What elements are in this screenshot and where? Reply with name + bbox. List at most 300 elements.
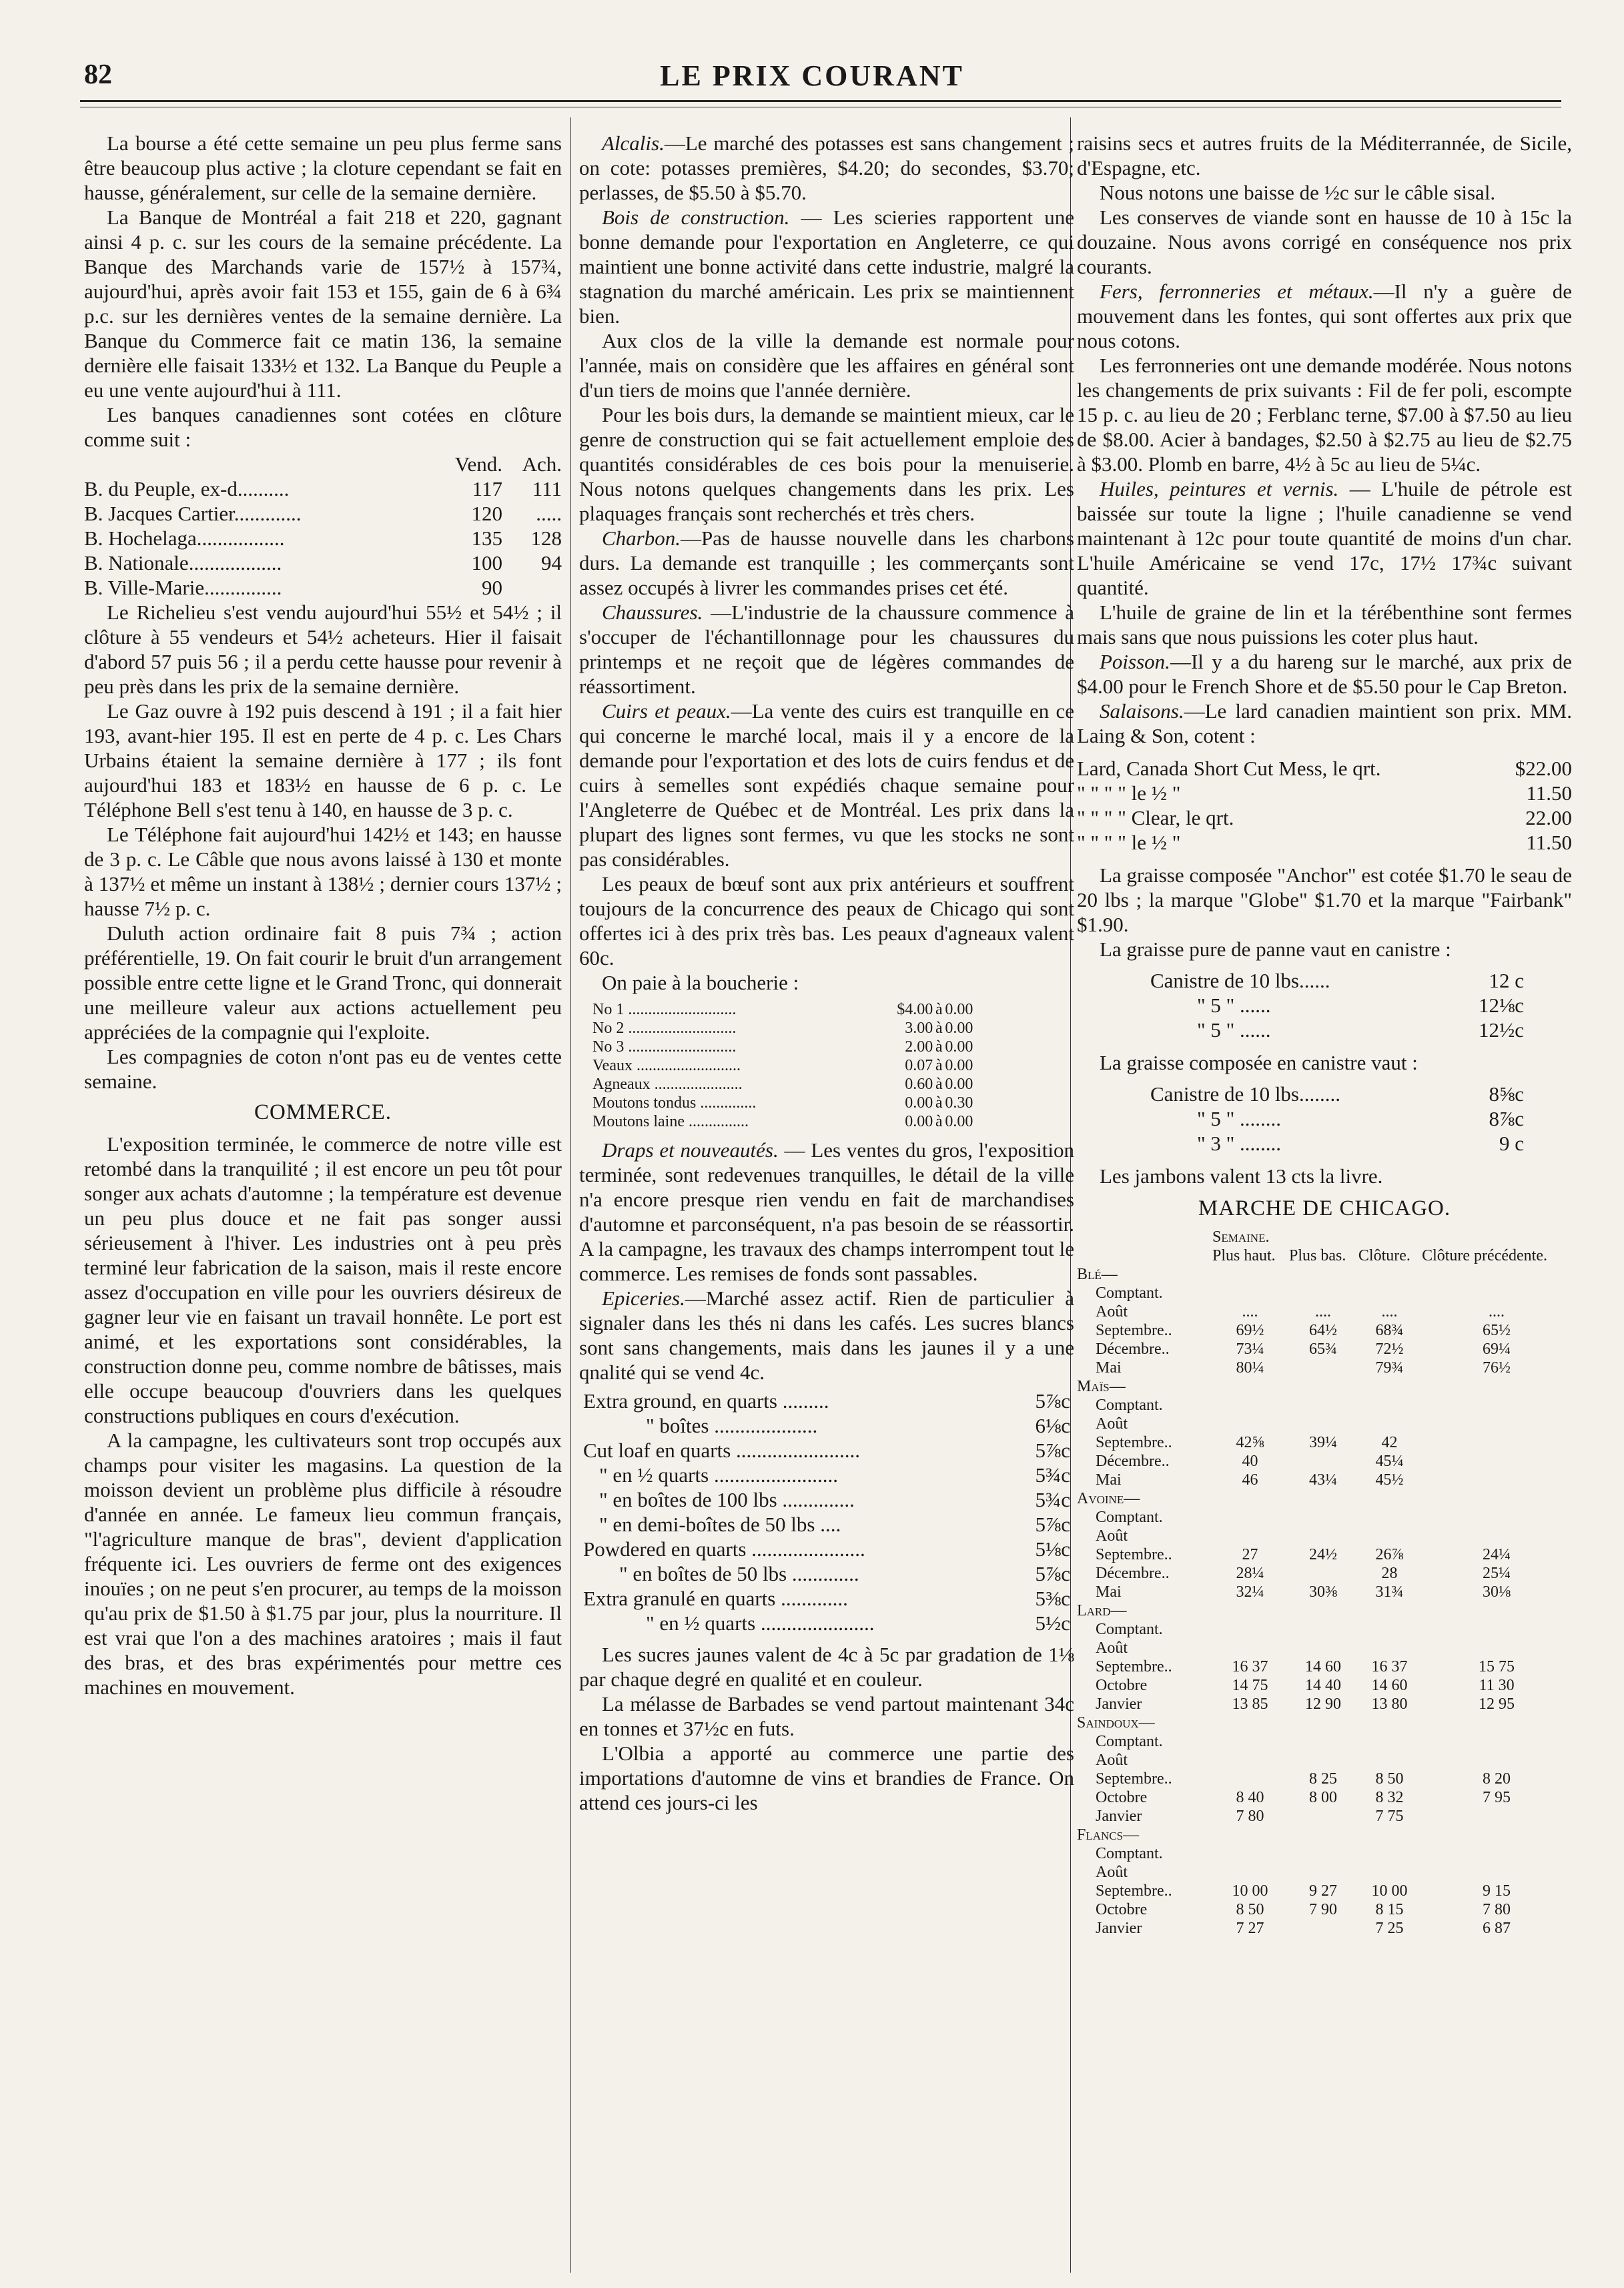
cloture-precedente: 9 15 — [1483, 1882, 1511, 1900]
row-label: Blé— — [1077, 1266, 1118, 1283]
bank-name: B. Ville-Marie............... — [84, 576, 282, 599]
hide-name: No 3 ........................... — [592, 1038, 737, 1056]
plus-bas — [1288, 1265, 1358, 1284]
table-row — [592, 1000, 993, 1019]
row-label: Comptant. — [1096, 1621, 1163, 1638]
sugar-name: Extra granulé en quarts ............. — [583, 1587, 848, 1610]
rubric-label: Epiceries. — [602, 1286, 685, 1310]
cloture-precedente — [1421, 1489, 1572, 1508]
plus-haut: 32¼ — [1236, 1583, 1264, 1601]
plus-haut: 80¼ — [1236, 1359, 1264, 1377]
cloture: 8 15 — [1375, 1901, 1404, 1918]
paragraph: La graisse pure de panne vaut en canistre : — [1100, 937, 1451, 961]
plus-bas — [1288, 1377, 1358, 1396]
plus-bas — [1288, 1826, 1358, 1844]
lard-price: $22.00 — [1515, 757, 1572, 780]
hide-from: 2.00 — [905, 1038, 933, 1056]
chicago-market-table — [1077, 1228, 1572, 1938]
paragraph: La graisse composée "Anchor" est cotée $1.70 le seau de 20 lbs ; la marque "Globe" $1.70 et la marque "Fairbank" $1.90. — [1077, 863, 1572, 936]
cloture-precedente — [1421, 1452, 1572, 1471]
row-label: Décembre.. — [1096, 1453, 1170, 1470]
column-header: Clôture. — [1358, 1247, 1410, 1264]
cloture-precedente — [1421, 1415, 1572, 1433]
cloture — [1358, 1284, 1421, 1302]
table-row — [1077, 1863, 1572, 1882]
cloture-precedente — [1421, 1601, 1572, 1620]
sugar-name: " en demi-boîtes de 50 lbs .... — [599, 1513, 841, 1536]
paragraph: Draps et nouveautés. — Les ventes du gros, l'exposition terminée, sont redevenues tranquilles, le détail de la ville n'a encore presque rien vendu en fait de marchandises d'automne et parconséquent, n'a pas besoin de se réassortir. A la campagne, les travaux des champs interrompent tout le commerce. Les remises de fonds sont passables. — [579, 1138, 1074, 1285]
table-header-row — [1077, 1228, 1572, 1246]
table-row — [1077, 1676, 1572, 1695]
table-row — [1077, 1359, 1572, 1377]
table-row — [592, 1056, 993, 1075]
table-row — [1077, 1695, 1572, 1713]
table-row — [579, 1438, 1074, 1463]
column-header: Vend. — [454, 452, 503, 476]
table-row — [1150, 993, 1524, 1018]
cloture-precedente — [1421, 1732, 1572, 1751]
price-separator: à — [935, 1094, 943, 1112]
plus-haut — [1212, 1415, 1288, 1433]
plus-bas: 7 90 — [1308, 1901, 1337, 1918]
hide-from: 0.60 — [905, 1076, 933, 1093]
cloture-precedente: 65½ — [1483, 1322, 1511, 1339]
table-row — [1077, 1770, 1572, 1788]
hide-to: 0.00 — [945, 1038, 973, 1056]
row-label: Décembre.. — [1096, 1341, 1170, 1358]
plus-haut: 73¼ — [1236, 1341, 1264, 1358]
table-row — [84, 501, 562, 526]
cloture: 7 75 — [1375, 1808, 1404, 1825]
plus-haut: 40 — [1242, 1453, 1258, 1470]
table-row — [592, 1038, 993, 1056]
cloture-precedente — [1421, 1284, 1572, 1302]
row-label: Saindoux— — [1077, 1714, 1155, 1732]
canistre-price: 9 c — [1499, 1132, 1524, 1155]
row-label: Janvier — [1096, 1808, 1142, 1825]
table-row — [1077, 830, 1572, 855]
column-divider — [570, 117, 571, 2273]
canistre-price: 8⅞c — [1489, 1107, 1524, 1130]
header-rule — [80, 100, 1561, 102]
cloture — [1358, 1527, 1421, 1545]
paragraph: Les jambons valent 13 cts la livre. — [1100, 1164, 1383, 1188]
rubric-label: Cuirs et peaux. — [602, 699, 731, 723]
row-label: Maïs— — [1077, 1378, 1126, 1395]
paragraph: La Banque de Montréal a fait 218 et 220, gagnant ainsi 4 p. c. sur les cours de la semaine précédente. La Banque des Marchands varie de 157½ à 157¾, aujourd'hui, après avoir fait 153 et 155, gain de 6 à 6¾ p.c. sur les dernières ventes de la semaine dernière. La Banque du Commerce fait ce matin 136, la semaine dernière elle faisait 133½ et 132. La Banque du Peuple a eu une vente aujourd'hui à 111. — [84, 206, 562, 402]
paragraph: Salaisons.—Le lard canadien maintient son prix. MM. Laing & Son, cotent : — [1077, 699, 1572, 747]
row-label: Comptant. — [1096, 1733, 1163, 1750]
composee-price-table — [1150, 1082, 1524, 1156]
sugar-price: 5⅞c — [1035, 1389, 1070, 1413]
table-row — [1077, 756, 1572, 781]
table-row — [1077, 1340, 1572, 1359]
hide-to: 0.30 — [945, 1094, 973, 1112]
table-row — [579, 1512, 1074, 1537]
table-row — [1077, 1508, 1572, 1527]
cloture-precedente — [1421, 1433, 1572, 1452]
plus-bas — [1288, 1284, 1358, 1302]
cloture — [1358, 1826, 1421, 1844]
plus-haut: 8 50 — [1236, 1901, 1264, 1918]
plus-haut: 46 — [1242, 1471, 1258, 1489]
cloture-precedente — [1421, 1527, 1572, 1545]
paragraph: A la campagne, les cultivateurs sont trop occupés aux champs pour visiter les magasins. La question de la moisson devient un problème plus difficile à résoudre d'année en année. Le fameux lieu commun français, "l'agriculture manque de bras", devient d'application fréquente ici. Les ouvriers de ferme ont des exigences inouïes ; on ne peut s'en procurer, au temps de la moisson qu'au prix de $1.50 à $1.75 par jour, plus la nourriture. Il est vrai que l'on a des machines aratoires ; mais il faut des bras, et des bras expérimentés pour mettre ces machines en mouvement. — [84, 1429, 562, 1699]
table-row — [579, 1487, 1074, 1512]
cloture — [1358, 1863, 1421, 1882]
rubric-label: Bois de construction. — [602, 206, 790, 229]
commodity-group-row — [1077, 1826, 1572, 1844]
table-row — [1077, 1639, 1572, 1657]
paragraph: Chaussures. —L'industrie de la chaussure commence à s'occuper de l'échantillonnage pour les chaussures du printemps et ne reçoit que de légères commandes de réassortiment. — [579, 601, 1074, 698]
cloture: .... — [1381, 1303, 1398, 1320]
table-row — [592, 1075, 993, 1094]
plus-bas: 43¼ — [1308, 1471, 1337, 1489]
table-header-row — [1077, 1246, 1572, 1265]
canistre-price: 8⅝c — [1489, 1082, 1524, 1106]
plus-haut — [1212, 1844, 1288, 1863]
canistre-name: " 3 " ........ — [1197, 1132, 1282, 1155]
canistre-price: 12 c — [1489, 969, 1524, 992]
lard-price: 11.50 — [1526, 831, 1572, 854]
cloture: 16 37 — [1371, 1658, 1408, 1675]
table-row — [1077, 1620, 1572, 1639]
table-row — [84, 550, 562, 575]
table-row — [1077, 1788, 1572, 1807]
paragraph: L'huile de graine de lin et la térébenthine sont fermes mais sans que nous puissions les coter plus haut. — [1077, 601, 1572, 649]
canistre-name: Canistre de 10 lbs........ — [1150, 1082, 1340, 1106]
cloture-precedente — [1421, 1639, 1572, 1657]
sugar-price: 6⅛c — [1035, 1414, 1070, 1437]
plus-bas — [1288, 1396, 1358, 1415]
paragraph: Le Richelieu s'est vendu aujourd'hui 55½ et 54½ ; il clôture à 55 vendeurs et 54½ acheteurs. Hier il faisait d'abord 57 puis 56 ; il a perdu cette hausse pour revenir à peu près dans les prix de la semaine dernière. — [84, 601, 562, 698]
plus-haut: 28¼ — [1236, 1565, 1264, 1582]
row-label: Août — [1096, 1864, 1128, 1881]
table-row — [579, 1463, 1074, 1487]
cloture-precedente — [1421, 1713, 1572, 1732]
paragraph: Charbon.—Pas de hausse nouvelle dans les charbons durs. La demande est tranquille ; les commerçants sont assez occupés à livrer les commandes prises cet été. — [579, 526, 1074, 599]
plus-bas — [1288, 1601, 1358, 1620]
page-title: LE PRIX COURANT — [660, 59, 964, 92]
bank-quotes-table — [84, 452, 562, 600]
hide-name: Veaux .......................... — [592, 1057, 741, 1074]
paragraph: Alcalis.—Le marché des potasses est sans changement ; on cote: potasses premières, $4.20; do secondes, $3.70; perlasses, de $5.50 à $5.70. — [579, 131, 1074, 204]
row-label: Janvier — [1096, 1920, 1142, 1937]
cloture: 10 00 — [1371, 1882, 1408, 1900]
plus-haut: 27 — [1242, 1546, 1258, 1563]
plus-bas: 24½ — [1308, 1546, 1337, 1563]
table-header-row — [84, 452, 562, 476]
column-header: Ach. — [522, 452, 562, 476]
price-separator: à — [935, 1113, 943, 1130]
rubric-label: Huiles, peintures et vernis. — [1100, 477, 1339, 500]
paragraph: La graisse composée en canistre vaut : — [1100, 1051, 1418, 1074]
table-row — [1077, 805, 1572, 830]
table-row — [1077, 1657, 1572, 1676]
paragraph: L'exposition terminée, le commerce de notre ville est retombé dans la tranquilité ; il est encore un peu tôt pour songer aux achats d'automne ; la température est devenue un peu plus douce et ne fait pas songer aussi sérieusement à l'hiver. Les industries ont à peu près terminé leur fabrication de la saison, mais il reste encore assez d'occupation en ville pour les ouvriers désireux de gagner leur vie en faisant un travail honnête. Le port est animé, et les exportations sont considérables, la construction donne peu, comme nombre de bâtisses, mais elle occupe beaucoup d'ouvriers dans les quelques constructions publiques en cours d'exécution. — [84, 1132, 562, 1427]
plus-haut — [1212, 1751, 1288, 1770]
hide-to: 0.00 — [945, 1057, 973, 1074]
table-row — [592, 1094, 993, 1112]
rubric-label: Draps et nouveautés. — [602, 1138, 779, 1162]
hide-from: 0.00 — [905, 1094, 933, 1112]
row-label: Octobre — [1096, 1901, 1148, 1918]
table-row — [1150, 1106, 1524, 1131]
bank-name: B. Nationale.................. — [84, 551, 282, 575]
row-label: Août — [1096, 1752, 1128, 1769]
paragraph: L'Olbia a apporté au commerce une partie des importations d'automne de vins et brandies de France. On attend ces jours-ci les — [579, 1742, 1074, 1814]
plus-haut — [1212, 1489, 1288, 1508]
hide-to: 0.00 — [945, 1001, 973, 1018]
bank-ach: 111 — [532, 477, 562, 500]
row-label: Janvier — [1096, 1695, 1142, 1713]
table-row — [1150, 1131, 1524, 1156]
sugar-price: 5⅛c — [1035, 1537, 1070, 1561]
table-row — [1077, 1415, 1572, 1433]
paragraph: Les sucres jaunes valent de 4c à 5c par gradation de 1⅛ par chaque degré en qualité et en couleur. — [579, 1643, 1074, 1691]
row-label: Comptant. — [1096, 1845, 1163, 1862]
row-label: Mai — [1096, 1359, 1122, 1377]
table-row — [1077, 1471, 1572, 1489]
cloture: 45½ — [1375, 1471, 1404, 1489]
plus-haut — [1212, 1620, 1288, 1639]
plus-bas: 30⅜ — [1308, 1583, 1337, 1601]
plus-bas: 12 90 — [1304, 1695, 1341, 1713]
lard-name: " " " " le ½ " — [1077, 831, 1181, 854]
plus-haut — [1212, 1826, 1288, 1844]
table-row — [579, 1561, 1074, 1586]
paragraph: Poisson.—Il y a du hareng sur le marché, aux prix de $4.00 pour le French Shore et de $5.50 pour le Cap Breton. — [1077, 650, 1572, 698]
bank-ach: 128 — [530, 526, 562, 550]
plus-bas — [1288, 1620, 1358, 1639]
plus-bas: 8 25 — [1308, 1770, 1337, 1788]
table-row — [1077, 1302, 1572, 1321]
cloture — [1358, 1601, 1421, 1620]
cloture — [1358, 1732, 1421, 1751]
plus-haut — [1212, 1863, 1288, 1882]
panne-price-table — [1150, 968, 1524, 1042]
canistre-price: 12⅛c — [1478, 994, 1524, 1017]
cloture — [1358, 1377, 1421, 1396]
plus-bas — [1288, 1863, 1358, 1882]
sugar-name: " en ½ quarts ........................ — [599, 1463, 838, 1487]
bank-vend: 120 — [471, 502, 503, 525]
plus-bas: 65¾ — [1308, 1341, 1337, 1358]
cloture-precedente: 76½ — [1483, 1359, 1511, 1377]
column-header: Semaine. — [1212, 1228, 1270, 1246]
plus-haut — [1212, 1639, 1288, 1657]
column-header: Plus haut. — [1212, 1247, 1276, 1264]
cloture-precedente — [1421, 1265, 1572, 1284]
paragraph: Fers, ferronneries et métaux.—Il n'y a guère de mouvement dans les fontes, qui sont offertes aux prix que nous cotons. — [1077, 280, 1572, 352]
table-row — [1077, 1882, 1572, 1900]
paragraph: Les conserves de viande sont en hausse de 10 à 15c la douzaine. Nous avons corrigé en conséquence nos prix courants. — [1077, 206, 1572, 278]
paragraph: Les peaux de bœuf sont aux prix antérieurs et souffrent toujours de la concurrence des peaux de Chicago qui sont offertes ici à des prix très bas. Les peaux d'agneaux valent 60c. — [579, 872, 1074, 970]
cloture-precedente — [1421, 1508, 1572, 1527]
plus-haut: 16 37 — [1232, 1658, 1268, 1675]
table-row — [579, 1586, 1074, 1611]
plus-haut — [1212, 1527, 1288, 1545]
commodity-group-row — [1077, 1265, 1572, 1284]
cloture-precedente — [1421, 1471, 1572, 1489]
rubric-label: Chaussures. — [602, 601, 703, 624]
commodity-group-row — [1077, 1601, 1572, 1620]
column-header: Plus bas. — [1289, 1247, 1346, 1264]
plus-haut: 10 00 — [1232, 1882, 1268, 1900]
hide-to: 0.00 — [945, 1076, 973, 1093]
plus-haut — [1212, 1265, 1288, 1284]
plus-bas: 64½ — [1308, 1322, 1337, 1339]
plus-haut — [1212, 1732, 1288, 1751]
cloture-precedente: 69¼ — [1483, 1341, 1511, 1358]
paragraph: Bois de construction. — Les scieries rapportent une bonne demande pour l'exportation en Angleterre, ce qui maintient une bonne activité dans cette industrie, malgré la stagnation du marché américain. Les prix se maintiennent bien. — [579, 206, 1074, 328]
cloture-precedente — [1421, 1826, 1572, 1844]
table-row — [579, 1389, 1074, 1413]
row-label: Mai — [1096, 1583, 1122, 1601]
plus-bas — [1288, 1452, 1358, 1471]
table-row — [1077, 1564, 1572, 1583]
paragraph: Duluth action ordinaire fait 8 puis 7¾ ; action préférentielle, 19. On fait courir le bruit d'un arrangement possible entre cette ligne et le Grand Tronc, qui donnerait une meilleure valeur aux actions actuellement peu appréciées de la compagnie qui l'exploite. — [84, 921, 562, 1044]
commodity-group-row — [1077, 1713, 1572, 1732]
bank-ach — [502, 575, 562, 600]
sugar-price-table — [579, 1389, 1074, 1635]
table-row — [579, 1413, 1074, 1438]
row-label: Décembre.. — [1096, 1565, 1170, 1582]
sugar-name: Cut loaf en quarts ........................ — [583, 1439, 861, 1462]
sugar-name: " en ½ quarts ...................... — [646, 1611, 875, 1635]
paragraph: Les compagnies de coton n'ont pas eu de ventes cette semaine. — [84, 1045, 562, 1093]
plus-haut: .... — [1242, 1303, 1258, 1320]
table-row — [579, 1537, 1074, 1561]
row-label: Septembre.. — [1096, 1434, 1172, 1451]
cloture-precedente: 12 95 — [1479, 1695, 1515, 1713]
cloture-precedente — [1421, 1377, 1572, 1396]
lard-price: 22.00 — [1525, 806, 1572, 829]
paragraph: On paie à la boucherie : — [602, 971, 799, 994]
plus-bas — [1288, 1527, 1358, 1545]
lard-name: " " " " Clear, le qrt. — [1077, 806, 1234, 829]
cloture-precedente: .... — [1489, 1303, 1505, 1320]
column-2 — [579, 131, 1074, 2266]
hide-from: 0.00 — [905, 1113, 933, 1130]
paragraph: Epiceries.—Marché assez actif. Rien de particulier à signaler dans les thés ni dans les cafés. Les sucres blancs sont sans changements, mais dans les jaunes il y a une qnalité qui se vend 4c. — [579, 1286, 1074, 1384]
plus-haut — [1212, 1284, 1288, 1302]
plus-bas — [1288, 1919, 1358, 1938]
plus-haut: 7 27 — [1236, 1920, 1264, 1937]
hide-from: 3.00 — [905, 1020, 933, 1037]
plus-bas — [1288, 1415, 1358, 1433]
row-label: Août — [1096, 1527, 1128, 1545]
price-separator: à — [935, 1001, 943, 1018]
plus-bas — [1288, 1359, 1358, 1377]
price-separator: à — [935, 1038, 943, 1056]
plus-haut: 42⅝ — [1236, 1434, 1264, 1451]
table-row — [1077, 1751, 1572, 1770]
bank-vend: 117 — [472, 477, 503, 500]
rubric-label: Poisson. — [1100, 650, 1170, 673]
row-label: Octobre — [1096, 1789, 1148, 1806]
bank-ach: 94 — [541, 551, 562, 575]
table-row — [1077, 1732, 1572, 1751]
cloture: 31¾ — [1375, 1583, 1404, 1601]
cloture: 72½ — [1375, 1341, 1404, 1358]
cloture-precedente — [1421, 1863, 1572, 1882]
cloture-precedente — [1421, 1396, 1572, 1415]
lard-name: Lard, Canada Short Cut Mess, le qrt. — [1077, 757, 1381, 780]
plus-bas — [1288, 1508, 1358, 1527]
cloture-precedente — [1421, 1807, 1572, 1826]
plus-bas — [1288, 1807, 1358, 1826]
table-row — [592, 1112, 993, 1131]
plus-haut: 7 80 — [1236, 1808, 1264, 1825]
hide-name: No 2 ........................... — [592, 1020, 737, 1037]
table-row — [1077, 1900, 1572, 1919]
sugar-price: 5¾c — [1035, 1488, 1070, 1511]
cloture — [1358, 1508, 1421, 1527]
sugar-name: " en boîtes de 100 lbs .............. — [599, 1488, 855, 1511]
price-separator: à — [935, 1076, 943, 1093]
hide-name: Agneaux ...................... — [592, 1076, 743, 1093]
table-row — [1077, 1433, 1572, 1452]
cloture: 45¼ — [1375, 1453, 1404, 1470]
sugar-price: 5½c — [1035, 1611, 1070, 1635]
row-label: Flancs— — [1077, 1826, 1140, 1844]
plus-haut — [1212, 1713, 1288, 1732]
row-label: Mai — [1096, 1471, 1122, 1489]
canistre-name: " 5 " ...... — [1197, 1018, 1271, 1042]
sugar-price: 5⅞c — [1035, 1562, 1070, 1585]
plus-haut — [1212, 1770, 1288, 1788]
column-3 — [1077, 131, 1572, 2266]
plus-haut — [1212, 1601, 1288, 1620]
plus-bas: 8 00 — [1308, 1789, 1337, 1806]
paragraph: Aux clos de la ville la demande est normale pour l'année, mais on considère que les affaires en général sont d'un tiers de moins que l'année dernière. — [579, 329, 1074, 402]
cloture: 8 32 — [1375, 1789, 1404, 1806]
plus-bas — [1288, 1639, 1358, 1657]
cloture-precedente: 6 87 — [1483, 1920, 1511, 1937]
plus-bas — [1288, 1713, 1358, 1732]
bank-name: B. du Peuple, ex-d.......... — [84, 477, 290, 500]
paragraph: Les ferronneries ont une demande modérée. Nous notons les changements de prix suivants : Fil de fer poli, escompte 15 p. c. au lieu de 20 ; Ferblanc terne, $7.00 à $7.50 au lieu de $8.00. Acier à bandages, $2.50 à $2.75 au lieu de $2.75 à $3.00. Plomb en barre, 4½ à 5c au lieu de 5¼c. — [1077, 354, 1572, 476]
cloture — [1358, 1396, 1421, 1415]
row-label: Septembre.. — [1096, 1546, 1172, 1563]
canistre-name: " 5 " ...... — [1197, 994, 1271, 1017]
cloture: 28 — [1381, 1565, 1398, 1582]
commodity-group-row — [1077, 1377, 1572, 1396]
row-label: Comptant. — [1096, 1509, 1163, 1526]
bank-name: B. Jacques Cartier............. — [84, 502, 302, 525]
plus-bas — [1288, 1732, 1358, 1751]
rubric-label: Alcalis. — [602, 131, 665, 155]
cloture: 14 60 — [1371, 1677, 1408, 1694]
table-row — [1077, 1284, 1572, 1302]
row-label: Septembre.. — [1096, 1770, 1172, 1788]
cloture-precedente — [1421, 1751, 1572, 1770]
cloture-precedente: 8 20 — [1483, 1770, 1511, 1788]
hide-from: 0.07 — [905, 1057, 933, 1074]
cloture-precedente: 24¼ — [1483, 1546, 1511, 1563]
bank-vend: 135 — [471, 526, 503, 550]
bank-name: B. Hochelaga................. — [84, 526, 285, 550]
canistre-price: 12½c — [1478, 1018, 1524, 1042]
table-row — [1077, 1919, 1572, 1938]
sugar-price: 5¾c — [1035, 1463, 1070, 1487]
hide-name: Moutons tondus .............. — [592, 1094, 757, 1112]
hides-price-table — [592, 1000, 993, 1131]
row-label: Septembre.. — [1096, 1322, 1172, 1339]
paragraph: raisins secs et autres fruits de la Méditerrannée, de Sicile, d'Espagne, etc. — [1077, 131, 1572, 179]
plus-haut: 69½ — [1236, 1322, 1264, 1339]
